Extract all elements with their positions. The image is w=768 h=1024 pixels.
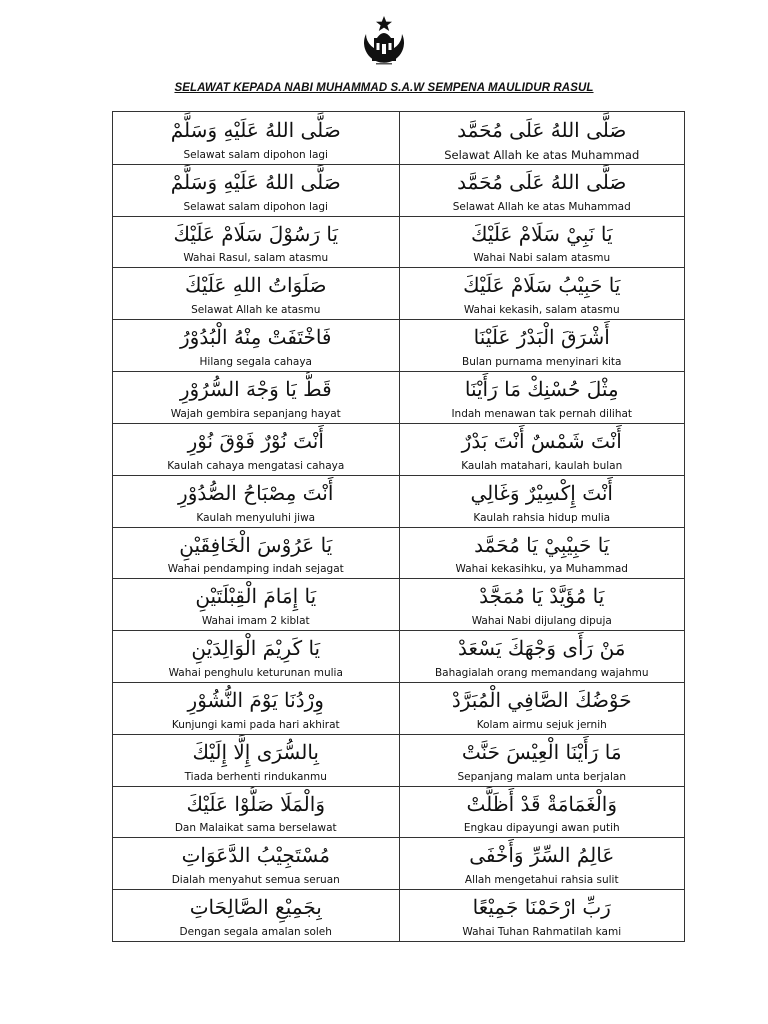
left-malay-text: Dan Malaikat sama berselawat: [174, 822, 337, 835]
right-cell: [399, 319, 685, 371]
left-cell: [113, 527, 399, 579]
right-arabic-text: عَالِمُ السِّرِّ وَأَخْفَى: [469, 843, 615, 868]
right-cell: [399, 216, 685, 268]
left-malay-text: Wahai imam 2 kiblat: [201, 615, 310, 628]
left-malay-text: Wajah gembira sepanjang hayat: [170, 407, 341, 420]
left-malay-text: Wahai Rasul, salam atasmu: [183, 252, 329, 265]
selawat-table: [112, 111, 685, 942]
table-row: [113, 319, 684, 371]
left-cell: [113, 837, 399, 889]
right-arabic-text: يَا حَبِيْبِيْ يَا مُحَمَّد: [474, 532, 610, 557]
right-arabic-text: مِثْلَ حُسْنِكْ مَا رَأَيْنَا: [464, 377, 619, 402]
row-divider: [113, 371, 684, 372]
row-divider: [113, 475, 684, 476]
right-cell: [399, 371, 685, 423]
left-malay-text: Wahai penghulu keturunan mulia: [168, 666, 343, 679]
row-divider: [113, 889, 684, 890]
right-arabic-text: أَشْرَقَ الْبَدْرُ عَلَيْنَا: [473, 325, 610, 350]
left-arabic-text: بِجَمِيْعِ الصَّالِحَاتِ: [189, 895, 322, 920]
right-arabic-text: وَالْغَمَامَةْ قَدْ أَظَلَّتْ: [466, 791, 618, 816]
right-cell: [399, 682, 685, 734]
right-cell: [399, 527, 685, 579]
row-divider: [113, 216, 684, 217]
page-title: SELAWAT KEPADA NABI MUHAMMAD S.A.W SEMPENA MAULIDUR RASUL: [174, 82, 594, 94]
left-arabic-text: يَا عَرُوْسَ الْخَافِقَيْنِ: [179, 532, 333, 557]
table-row: [113, 527, 684, 579]
right-malay-text: Selawat Allah ke atas Muhammad: [444, 147, 640, 162]
row-divider: [113, 319, 684, 320]
table-row: [113, 889, 684, 941]
table-row: [113, 630, 684, 682]
right-malay-text: Wahai Nabi salam atasmu: [473, 252, 611, 265]
left-cell: [113, 267, 399, 319]
right-malay-text: Engkau dipayungi awan putih: [463, 822, 620, 835]
right-malay-text: Allah mengetahui rahsia sulit: [464, 874, 619, 887]
table-row: [113, 371, 684, 423]
left-cell: [113, 682, 399, 734]
row-divider: [113, 630, 684, 631]
right-malay-text: Selawat Allah ke atas Muhammad: [452, 200, 631, 213]
right-malay-text: Bulan purnama menyinari kita: [462, 356, 622, 369]
right-cell: [399, 112, 685, 164]
left-arabic-text: يَا إِمَامَ الْقِبْلَتَيْنِ: [195, 584, 317, 609]
right-cell: [399, 837, 685, 889]
right-malay-text: Wahai Nabi dijulang dipuja: [471, 615, 612, 628]
row-divider: [113, 527, 684, 528]
row-divider: [113, 423, 684, 424]
left-arabic-text: وِرْدُنَا يَوْمَ النُّشُوْرِ: [187, 687, 324, 712]
right-arabic-text: مَا رَأَيْنَا الْعِيْسَ حَنَّتْ: [461, 739, 622, 764]
table-row: [113, 164, 684, 216]
table-row: [113, 216, 684, 268]
table-row: [113, 267, 684, 319]
right-malay-text: Wahai kekasihku, ya Muhammad: [455, 563, 628, 576]
right-cell: [399, 786, 685, 838]
row-divider: [113, 164, 684, 165]
right-malay-text: Bahagialah orang memandang wajahmu: [434, 666, 649, 679]
table-row: [113, 786, 684, 838]
row-divider: [113, 786, 684, 787]
row-divider: [113, 682, 684, 683]
table-row: [113, 837, 684, 889]
right-cell: [399, 734, 685, 786]
right-cell: [399, 889, 685, 941]
right-arabic-text: يَا مُؤَيَّدْ يَا مُمَجَّدْ: [479, 584, 605, 609]
left-malay-text: Kunjungi kami pada hari akhirat: [171, 718, 340, 731]
left-cell: [113, 164, 399, 216]
left-malay-text: Dengan segala amalan soleh: [179, 926, 332, 938]
right-cell: [399, 267, 685, 319]
table-row: [113, 734, 684, 786]
right-malay-text: Indah menawan tak pernah dilihat: [451, 407, 633, 420]
left-cell: [113, 578, 399, 630]
left-arabic-text: فَاخْتَفَتْ مِنْهُ الْبُدُوْرُ: [180, 325, 332, 350]
right-arabic-text: يَا حَبِيْبُ سَلَامْ عَلَيْكَ: [463, 273, 621, 298]
left-arabic-text: قَطُّ يَا وَجْهَ السُّرُوْرِ: [179, 377, 332, 402]
table-row: [113, 423, 684, 475]
left-arabic-text: يَا كَرِيْمَ الْوَالِدَيْنِ: [191, 636, 321, 661]
left-cell: [113, 423, 399, 475]
left-malay-text: Wahai pendamping indah sejagat: [167, 563, 344, 576]
left-malay-text: Selawat Allah ke atasmu: [191, 304, 321, 317]
row-divider: [113, 578, 684, 579]
left-arabic-text: بِالسُّرَى إِلَّا إِلَيْكَ: [192, 739, 319, 764]
right-arabic-text: أَنْتَ إِكْسِيْرٌ وَغَالِي: [470, 480, 613, 505]
left-arabic-text: أَنْتَ مِصْبَاحُ الصُّدُوْرِ: [178, 480, 334, 505]
right-arabic-text: رَبِّ ارْحَمْنَا جَمِيْعًا: [472, 895, 611, 920]
left-cell: [113, 112, 399, 164]
right-arabic-text: يَا نَبِيْ سَلَامْ عَلَيْكَ: [470, 221, 613, 246]
right-arabic-text: صَلَّى اللهُ عَلَى مُحَمَّد: [457, 169, 627, 194]
row-divider: [113, 267, 684, 268]
left-arabic-text: صَلَّى اللهُ عَلَيْهِ وَسَلَّمْ: [170, 169, 341, 194]
left-arabic-text: صَلَّى اللهُ عَلَيْهِ وَسَلَّمْ: [170, 118, 341, 142]
right-arabic-text: أَنْتَ شَمْسٌ أَنْتَ بَدْرٌ: [461, 428, 622, 453]
right-cell: [399, 164, 685, 216]
left-arabic-text: وَالْمَلَا صَلُّوْا عَلَيْكَ: [186, 791, 325, 816]
left-cell: [113, 630, 399, 682]
row-divider: [113, 734, 684, 735]
left-malay-text: Tiada berhenti rindukanmu: [184, 770, 327, 783]
right-cell: [399, 630, 685, 682]
right-arabic-text: مَنْ رَأَى وَجْهَكَ يَسْعَدْ: [457, 636, 626, 661]
left-cell: [113, 734, 399, 786]
right-arabic-text: حَوْضُكَ الصَّافِي الْمُبَرَّدْ: [451, 687, 632, 712]
right-malay-text: Sepanjang malam unta berjalan: [457, 770, 626, 783]
left-arabic-text: أَنْتَ نُوْرٌ فَوْقَ نُوْرِ: [187, 428, 324, 453]
table-row: [113, 112, 684, 164]
right-malay-text: Wahai Tuhan Rahmatilah kami: [462, 926, 622, 938]
left-malay-text: Kaulah cahaya mengatasi cahaya: [167, 459, 345, 472]
left-cell: [113, 889, 399, 941]
left-cell: [113, 371, 399, 423]
left-malay-text: Kaulah menyuluhi jiwa: [196, 511, 316, 524]
left-cell: [113, 319, 399, 371]
left-cell: [113, 216, 399, 268]
table-row: [113, 578, 684, 630]
left-cell: [113, 786, 399, 838]
right-cell: [399, 475, 685, 527]
left-malay-text: Selawat salam dipohon lagi: [183, 200, 328, 213]
right-cell: [399, 423, 685, 475]
left-malay-text: Dialah menyahut semua seruan: [171, 874, 340, 887]
left-cell: [113, 475, 399, 527]
left-arabic-text: يَا رَسُوْلَ سَلَامْ عَلَيْكَ: [173, 221, 339, 246]
right-cell: [399, 578, 685, 630]
right-malay-text: Wahai kekasih, salam atasmu: [463, 304, 620, 317]
table-row: [113, 475, 684, 527]
left-arabic-text: مُسْتَجِيْبُ الدَّعَوَاتِ: [181, 843, 330, 868]
left-arabic-text: صَلَوَاتُ اللهِ عَلَيْكَ: [185, 273, 327, 298]
right-malay-text: Kolam airmu sejuk jernih: [476, 718, 607, 731]
left-malay-text: Selawat salam dipohon lagi: [183, 148, 328, 161]
right-malay-text: Kaulah matahari, kaulah bulan: [461, 459, 623, 472]
right-arabic-text: صَلَّى اللهُ عَلَى مُحَمَّد: [457, 118, 627, 142]
left-malay-text: Hilang segala cahaya: [199, 356, 312, 369]
row-divider: [113, 837, 684, 838]
table-row: [113, 682, 684, 734]
right-malay-text: Kaulah rahsia hidup mulia: [473, 511, 611, 524]
mosque-crescent-star-emblem-icon: [358, 14, 410, 70]
